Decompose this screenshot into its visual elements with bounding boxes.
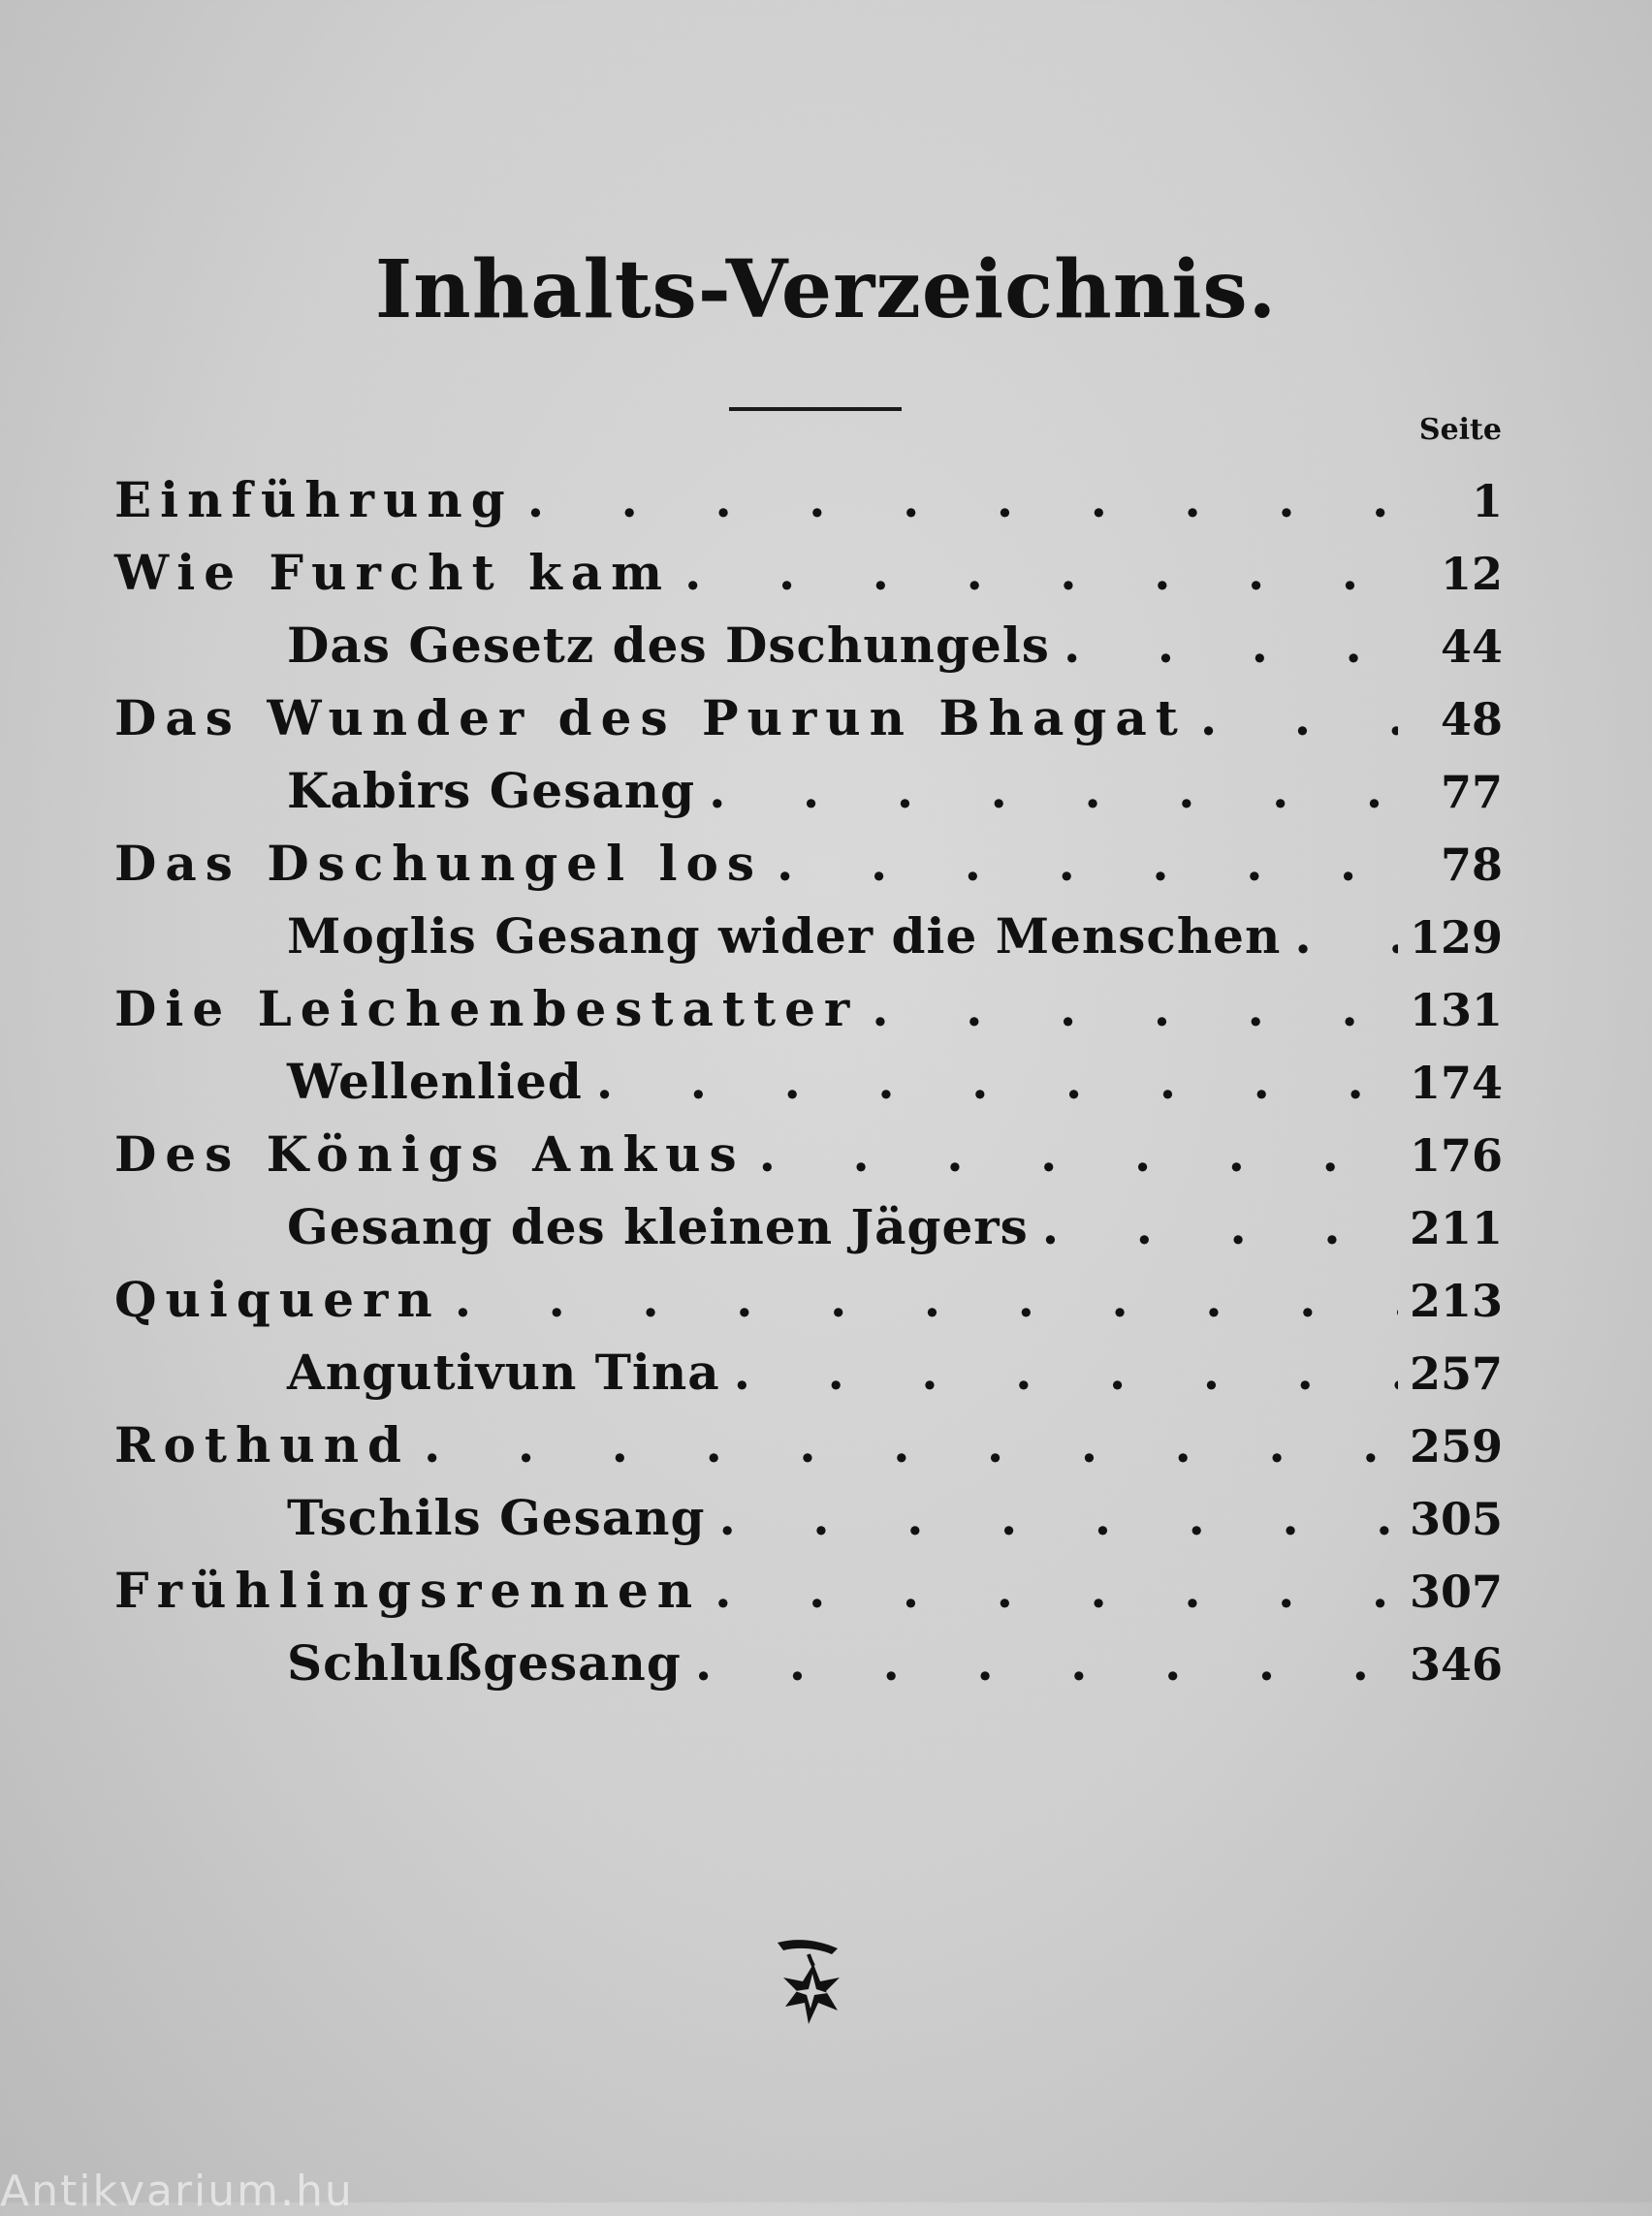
toc-leader bbox=[872, 980, 1398, 1037]
toc-leader bbox=[424, 1416, 1398, 1473]
toc-subentry bbox=[114, 1634, 1503, 1707]
toc-leader bbox=[596, 1053, 1398, 1110]
toc-leader bbox=[715, 1562, 1398, 1619]
toc-subentry bbox=[114, 1489, 1503, 1562]
toc-entry-page: 307 bbox=[1409, 1566, 1503, 1618]
toc-entry-page: 211 bbox=[1409, 1202, 1503, 1254]
toc-entry-page: 213 bbox=[1409, 1275, 1503, 1327]
toc-subentry bbox=[114, 1053, 1503, 1125]
toc-subentry bbox=[114, 1198, 1503, 1271]
toc-entry-title: Frühlingsrennen bbox=[114, 1562, 702, 1619]
toc-entry-title: Schlußgesang bbox=[287, 1634, 682, 1692]
toc-leader bbox=[777, 835, 1398, 892]
toc-entry-page: 174 bbox=[1409, 1057, 1503, 1109]
toc-entry-title: Das Gesetz des Dschungels bbox=[287, 617, 1050, 674]
toc-entry bbox=[114, 1562, 1503, 1634]
toc-entry-page: 259 bbox=[1409, 1420, 1503, 1472]
toc-entry bbox=[114, 1125, 1503, 1198]
toc-leader bbox=[1064, 617, 1398, 674]
toc-entry bbox=[114, 835, 1503, 907]
toc-entry bbox=[114, 1271, 1503, 1344]
toc-entry-title: Wellenlied bbox=[287, 1053, 583, 1110]
toc-entry-title: Das Dschungel los bbox=[114, 835, 763, 892]
toc-leader bbox=[709, 762, 1398, 819]
toc-leader bbox=[1200, 689, 1398, 746]
toc-entry-page: 346 bbox=[1409, 1638, 1503, 1691]
page-column-label: Seite bbox=[1418, 413, 1502, 447]
toc-entry bbox=[114, 544, 1503, 617]
toc-entry-title: Angutivun Tina bbox=[287, 1344, 720, 1401]
toc-entry-page: 44 bbox=[1440, 620, 1503, 673]
toc-leader bbox=[1042, 1198, 1398, 1255]
toc-entry-page: 257 bbox=[1409, 1347, 1503, 1400]
toc-entry-page: 12 bbox=[1440, 548, 1503, 600]
toc-entry bbox=[114, 471, 1503, 544]
toc-entry-page: 129 bbox=[1409, 911, 1503, 964]
title-divider bbox=[729, 407, 902, 411]
toc-entry-title: Des Königs Ankus bbox=[114, 1125, 746, 1183]
toc-leader bbox=[718, 1489, 1398, 1546]
toc-entry bbox=[114, 689, 1503, 762]
toc-leader bbox=[695, 1634, 1398, 1692]
watermark: Antikvarium.hu bbox=[0, 2167, 354, 2216]
toc-entry-page: 78 bbox=[1440, 839, 1503, 891]
toc-entry-title: Quiquern bbox=[114, 1271, 441, 1328]
toc-entry-title: Moglis Gesang wider die Menschen bbox=[287, 907, 1282, 965]
toc-leader bbox=[527, 471, 1398, 528]
toc-entry bbox=[114, 1416, 1503, 1489]
toc-entry-title: Rothund bbox=[114, 1416, 411, 1473]
toc-entry-title: Das Wunder des Purun Bhagat bbox=[114, 689, 1187, 746]
toc-entry-title: Tschils Gesang bbox=[287, 1489, 706, 1546]
toc-subentry bbox=[114, 617, 1503, 689]
table-of-contents bbox=[114, 471, 1503, 1707]
toc-leader bbox=[455, 1271, 1398, 1328]
toc-leader bbox=[734, 1344, 1398, 1401]
ivy-leaf-icon bbox=[770, 1935, 857, 2032]
toc-entry-page: 305 bbox=[1409, 1493, 1503, 1545]
toc-subentry bbox=[114, 1344, 1503, 1416]
toc-subentry bbox=[114, 907, 1503, 980]
toc-entry-title: Kabirs Gesang bbox=[287, 762, 696, 819]
toc-leader bbox=[759, 1125, 1398, 1183]
toc-entry-page: 131 bbox=[1409, 984, 1503, 1036]
toc-leader bbox=[1294, 907, 1398, 965]
toc-entry-page: 48 bbox=[1440, 693, 1503, 745]
toc-entry-page: 77 bbox=[1440, 766, 1503, 818]
toc-entry-title: Wie Furcht kam bbox=[114, 544, 672, 601]
toc-leader bbox=[684, 544, 1398, 601]
toc-entry-title: Gesang des kleinen Jägers bbox=[287, 1198, 1029, 1255]
toc-subentry bbox=[114, 762, 1503, 835]
toc-entry-title: Die Leichenbestatter bbox=[114, 980, 859, 1037]
page-title: Inhalts-Verzeichnis. bbox=[374, 243, 1278, 336]
toc-entry-page: 1 bbox=[1471, 475, 1503, 527]
toc-entry-page: 176 bbox=[1409, 1129, 1503, 1182]
toc-entry bbox=[114, 980, 1503, 1053]
toc-entry-title: Einführung bbox=[114, 471, 514, 528]
